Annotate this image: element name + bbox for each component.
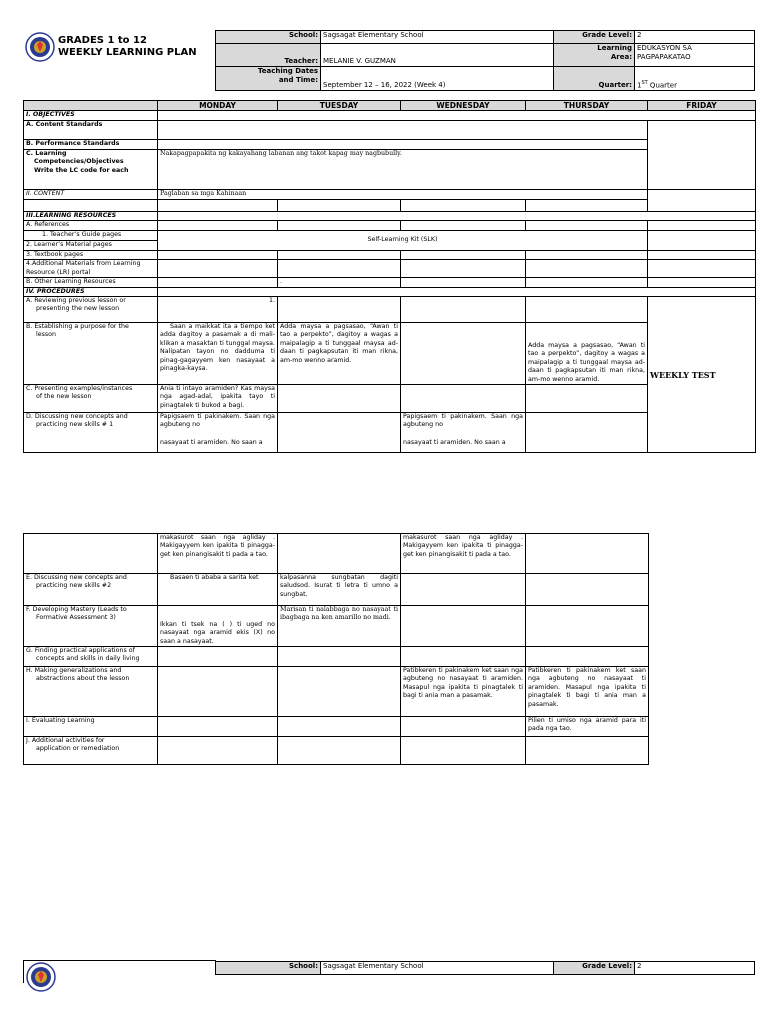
purpose-thursday: Adda maysa a pagsasao, “Awan ti tao a perpekto”, dagitoy a wagas a maipalagip a ti tunggaal maysa ad-daan ti pagkapsutan iti man rikna, am-mo wenno aramid. [526,323,648,385]
weekly-plan-table [23,100,756,453]
discussing1-wednesday-line-1: Papigsaem ti pakinakem. Saan nga agbuteng no [403,413,523,429]
additional-activities-line-2: application or remediation [36,745,120,753]
learning-area-line-2: PAGPAPAKATAO [637,53,691,61]
content-label: II. CONTENT [24,190,158,200]
other-resources-label: B. Other Learning Resources [24,278,158,287]
developing-mastery-label [24,606,158,647]
performance-standards-label: B. Performance Standards [24,140,158,150]
reviewing-line-2: presenting the new lesson [36,305,120,313]
practical-applications-label [24,647,158,667]
grade-value-2: 2 [635,962,755,975]
teaching-dates-label-1: Teaching Dates [257,67,318,75]
generalizations-label [24,667,158,717]
page3-header-table [215,961,755,975]
content-value: Paglaban sa mga Kahinaan [158,190,648,200]
practical-line-2: concepts and skills in daily living [36,655,140,663]
grade-label-2: Grade Level: [554,962,635,975]
additional-activities-line-1: J. Additional activities for [26,737,105,744]
continuation-table [23,533,649,765]
discussing1-monday [158,413,278,453]
purpose-line-2: lesson [36,331,57,339]
discussing1-wednesday [401,413,526,453]
practical-line-1: G. Finding practical applications of [26,647,135,654]
quarter-value [635,67,755,91]
discussing2-line-2: practicing new skills #2 [36,582,112,590]
content-standards-label: A. Content Standards [24,121,158,140]
quarter-label: Quarter: [554,67,635,91]
discussing1-line-2: practicing new skills # 1 [36,421,114,429]
day-thursday: THURSDAY [526,101,648,111]
grade-value: 2 [635,31,755,44]
establishing-purpose-label [24,323,158,385]
discussing2-monday: Basaen ti ababa a sarita ket [158,574,278,606]
header-info-table [215,30,755,91]
textbook-label: 3. Textbook pages [24,250,158,259]
lc-line-3: Write the LC code for each [34,166,129,174]
teaching-dates-label [216,67,321,91]
learning-resources-heading: III.LEARNING RESOURCES [24,212,158,221]
learning-area-line-1: EDUKASYON SA [637,44,692,52]
lc-line-1: C. Learning [26,150,67,157]
continuation-wednesday: makasurot saan nga agliday . Makigayyem ken ipakita ti pinagga-get ken pinangisakit ti pada a tao. [401,534,526,574]
plan-title [58,35,197,59]
learning-competencies-label [24,150,158,190]
presenting-line-2: of the new lesson [36,393,92,401]
additional-materials-label [24,260,158,278]
teacher-label: Teacher: [216,44,321,67]
lc-line-2: Competencies/Objectives [34,158,124,166]
presenting-line-1: C. Presenting examples/instances [26,385,133,393]
discussing2-line-1: E. Discussing new concepts and [26,574,127,581]
discussing-concepts-1-label [24,413,158,453]
discussing1-wednesday-line-2: nasayaat ti aramiden. No saan a [403,438,506,446]
purpose-monday: Saan a maikkat ita a tiempo ket adda dagitoy a pasamak a di mali-klikan a masaktan ti tunggal maysa. Nalipatan tayon no dadduma ti pinag-gagayyem ken nasayaat a pinagka-kaysa. [158,323,278,385]
learning-competency-value: Nakapagpapakita ng kakayahang labanan ang takot kapag may nagbubully. [158,150,648,190]
learning-area-label-1: Learning [597,44,632,52]
continuation-monday: makasurot saan nga agliday . Makigayyem ken ipakita ti pinagga-get ken pinangisakit ti pada a tao. [158,534,278,574]
title-line-1: GRADES 1 to 12 [58,35,147,46]
generalizations-line-2: abstractions about the lesson [36,675,130,683]
learning-area-label-2: Area: [610,53,632,61]
evaluating-learning-label: I. Evaluating Learning [24,717,158,737]
mastery-tuesday: Marisan ti nalabbaga no nasayaat ti ibagbaga na ken amarillo no madi. [278,606,401,647]
page3-header-left [23,960,216,983]
blank-header-cell [24,101,158,111]
discussing2-tuesday: kalpasanna sungbatan dagiti saludsod. Isurat ti letra ti umno a sungbat. [278,574,401,606]
other-resources-dot: . [278,278,401,287]
generalizations-wednesday: Patibkeren ti pakinakem ket saan nga agbuteng no nasayaat ti aramiden. Masapul nga ipakita ti pinagtalek ti bagi ti ania man a pasamak. [401,667,526,717]
procedures-heading: IV. PROCEDURES [24,287,158,296]
reviewing-line-1: A. Reviewing previous lesson or [26,297,126,305]
title-line-2: WEEKLY LEARNING PLAN [58,47,197,58]
learners-material-label: 2. Learner’s Material pages [24,240,158,250]
purpose-line-1: B. Establishing a purpose for the [26,323,129,331]
school-value: Sagsagat Elementary School [321,31,554,44]
mastery-monday: Ikkan ti tsek na ( ) ti uged no nasayaat nga aramid ekis (X) no saan a nasayaat. [158,606,278,647]
reviewing-lesson-label [24,297,158,323]
deped-seal-logo-2 [26,962,56,996]
generalizations-thursday: Patibkeren ti pakinakem ket saan nga agbuteng no nasayaat ti aramiden. Masapul nga ipakita ti pinagtalek ti bagi ti ania man a pasamak. [526,667,649,717]
discussing-concepts-2-label [24,574,158,606]
additional-activities-label [24,737,158,765]
weekly-test: WEEKLY TEST [648,297,756,453]
generalizations-line-1: H. Making generalizations and [26,667,122,674]
school-value-2: Sagsagat Elementary School [321,962,554,975]
school-label-2: School: [216,962,321,975]
presenting-examples-label [24,385,158,413]
teaching-dates-value: September 12 – 16, 2022 (Week 4) [321,67,554,91]
reviewing-monday: 1. [158,297,278,323]
quarter-word: Quarter [647,81,677,89]
learning-area-label [554,44,635,67]
teacher-value: MELANIE V. GUZMAN [321,44,554,67]
references-label: A. References [24,221,158,230]
additional-line-2: Resource (LR) portal [26,268,91,276]
purpose-tuesday: Adda maysa a pagsasao, “Awan ti tao a perpekto”, dagitoy a wagas a maipalagip a ti tunggaal maysa ad-daan ti pagkapsutan iti man rikna, am-mo wenno aramid. [278,323,401,385]
objectives-heading: I. OBJECTIVES [24,111,158,121]
grade-label: Grade Level: [554,31,635,44]
additional-line-1: 4.Additional Materials from Learning [26,260,141,268]
discussing1-monday-line-2: nasayaat ti aramiden. No saan a [160,438,263,446]
quarter-suffix: ST [641,79,648,86]
day-tuesday: TUESDAY [278,101,401,111]
day-wednesday: WEDNESDAY [401,101,526,111]
teaching-dates-label-2: and Time: [278,76,318,84]
evaluating-thursday: Pilien ti umiso nga aramid para iti pada nga tao. [526,717,649,737]
school-label: School: [216,31,321,44]
day-monday: MONDAY [158,101,278,111]
deped-seal-logo [25,32,55,66]
discussing1-line-1: D. Discussing new concepts and [26,413,128,421]
slk-value: Self-Learning Kit (SLK) [158,230,648,250]
quarter-number: 1 [637,81,642,89]
mastery-line-2: Formative Assessment 3) [36,614,116,622]
teachers-guide-label: 1. Teacher’s Guide pages [24,230,158,240]
learning-area-value [635,44,755,67]
discussing1-monday-line-1: Papigsaem ti pakinakem. Saan nga agbuteng no [160,413,275,429]
day-friday: FRIDAY [648,101,756,111]
mastery-line-1: F. Developing Mastery (Leads to [26,606,127,613]
presenting-monday: Ania ti intayo aramiden? Kas maysa nga agad-adal, ipakita tayo ti pinagtalek ti bukod a bagi. [158,385,278,413]
